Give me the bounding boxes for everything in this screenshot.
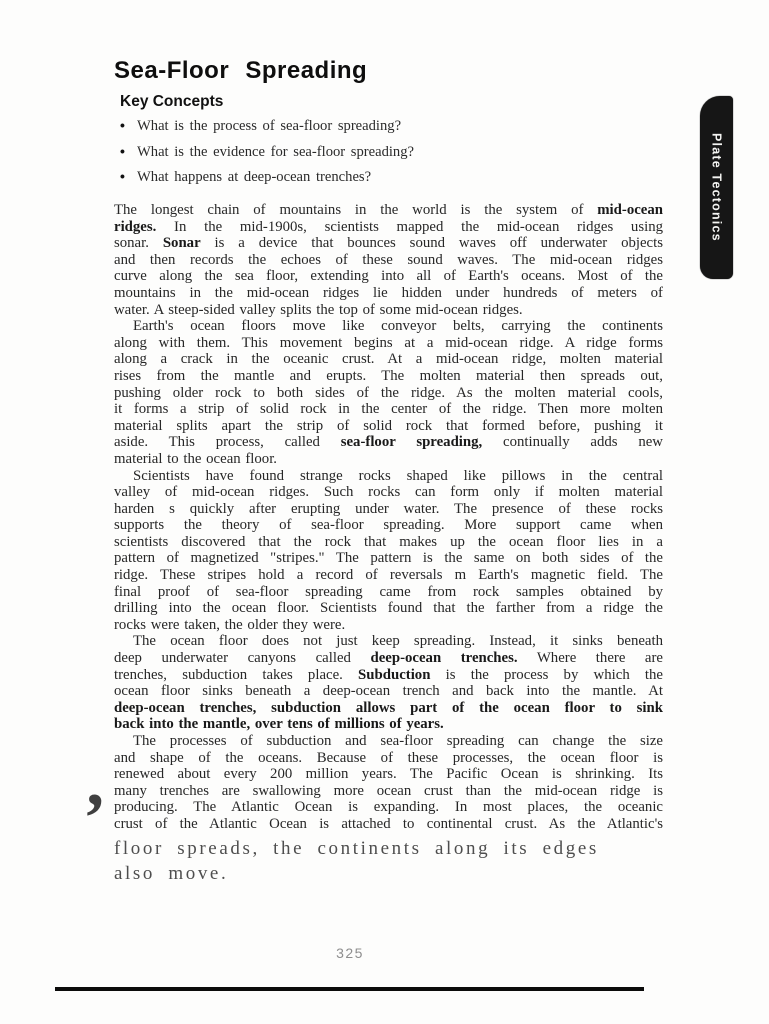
bottom-rule-divider [55, 987, 644, 991]
body-line: ocean floor sinks beneath a deep-ocean trench and back into the mantle. At [114, 683, 663, 700]
body-line: deep-ocean trenches, subduction allows part of the ocean floor to sink [114, 699, 663, 716]
body-line: crust of the Atlantic Ocean is attached to continental crust. As the Atlantic's [114, 815, 663, 832]
key-concept-item [120, 169, 663, 185]
body-line: producing. The Atlantic Ocean is expanding. In most places, the oceanic [114, 799, 663, 816]
body-line: renewed about every 200 million years. The Pacific Ocean is shrinking. Its [114, 766, 663, 783]
body-line: The ocean floor does not just keep spreading. Instead, it sinks beneath [133, 633, 663, 650]
chapter-side-tab-label: Plate Tectonics [709, 133, 724, 242]
body-line: trenches, subduction takes place. Subduction is the process by which the [114, 666, 663, 683]
body-line: ridge. These stripes hold a record of reversals m Earth's magnetic field. The [114, 567, 663, 584]
bullet-icon: • [120, 168, 125, 184]
key-concept-text: What happens at deep-ocean trenches? [137, 169, 372, 185]
bullet-icon: • [120, 142, 125, 159]
page-title: Sea-Floor Spreading [114, 57, 368, 84]
body-line: material to the ocean floor. [114, 450, 278, 467]
body-line: ridges. In the mid-1900s, scientists mapped the mid-ocean ridges using [114, 218, 663, 235]
body-line: pattern of magnetized "stripes." The pattern is the same on both sides of the [114, 550, 663, 567]
body-line: along with them. This movement begins at a mid-ocean ridge. A ridge forms [114, 334, 663, 351]
bullet-icon: • [120, 117, 125, 133]
body-line: drilling into the ocean floor. Scientists found that the farther from a ridge the [114, 600, 663, 617]
body-line: back into the mantle, over tens of millions of years. [114, 716, 444, 733]
body-line: mountains in the mid-ocean ridges lie hidden under hundreds of meters of [114, 284, 663, 301]
key-concepts-heading: Key Concepts [120, 93, 224, 110]
body-line: harden s quickly after erupting under water. The presence of these rocks [114, 500, 663, 517]
body-line: many trenches are swallowing more ocean crust than the mid-ocean ridge is [114, 782, 663, 799]
key-concept-text: What is the process of sea-floor spreading? [137, 118, 402, 134]
pull-quote-line: also move. [114, 863, 229, 885]
body-line: supports the theory of sea-floor spreading. More support came when [114, 517, 663, 534]
pull-quote [114, 836, 663, 887]
body-line: aside. This process, called sea-floor spreading, continually adds new [114, 434, 663, 451]
body-line: The processes of subduction and sea-floor spreading can change the size [133, 733, 663, 749]
key-concepts-list [120, 118, 663, 185]
key-concepts-section [120, 93, 663, 185]
body-line: sonar. Sonar is a device that bounces sound waves off underwater objects [114, 235, 663, 252]
body-line: it forms a strip of solid rock in the center of the ridge. Then more molten [114, 401, 663, 418]
body-line: pushing older rock to both sides of the ridge. As the molten material cools, [114, 384, 663, 401]
key-concept-item [120, 144, 663, 160]
body-line: The longest chain of mountains in the world is the system of mid-ocean [114, 202, 663, 218]
key-concept-text: What is the evidence for sea-floor spreading? [137, 143, 415, 160]
page-number: 325 [336, 945, 364, 961]
body-text [114, 202, 663, 833]
body-line: final proof of sea-floor spreading came from rock samples obtained by [114, 583, 663, 600]
body-line: Earth's ocean floors move like conveyor belts, carrying the continents [133, 318, 663, 335]
key-concept-item [120, 118, 663, 134]
body-line: material splits apart the strip of solid rock that formed before, pushing it [114, 417, 663, 434]
chapter-side-tab [700, 96, 733, 279]
large-quote-mark-icon: ’ [83, 780, 107, 857]
body-line: scientists discovered that the rock that makes up the ocean floor lies in a [114, 533, 663, 550]
body-line: along a crack in the oceanic crust. At a mid-ocean ridge, molten material [114, 351, 663, 368]
body-line: and then records the echoes of these sound waves. The mid-ocean ridges [114, 251, 663, 268]
page-content [114, 58, 663, 887]
body-line: rocks were taken, the older they were. [114, 616, 346, 633]
body-line: Scientists have found strange rocks shaped like pillows in the central [133, 467, 663, 484]
body-line: curve along the sea floor, extending into all of Earth's oceans. Most of the [114, 268, 663, 285]
body-line: and shape of the oceans. Because of these processes, the ocean floor is [114, 749, 663, 766]
body-line: rises from the mantle and erupts. The molten material then spreads out, [114, 367, 663, 384]
pull-quote-line: floor spreads, the continents along its edges [114, 837, 599, 859]
body-line: water. A steep-sided valley splits the top of some mid-ocean ridges. [114, 301, 523, 318]
body-line: deep underwater canyons called deep-ocean trenches. Where there are [114, 650, 663, 667]
body-line: valley of mid-ocean ridges. Such rocks can form only if molten material [114, 484, 663, 501]
